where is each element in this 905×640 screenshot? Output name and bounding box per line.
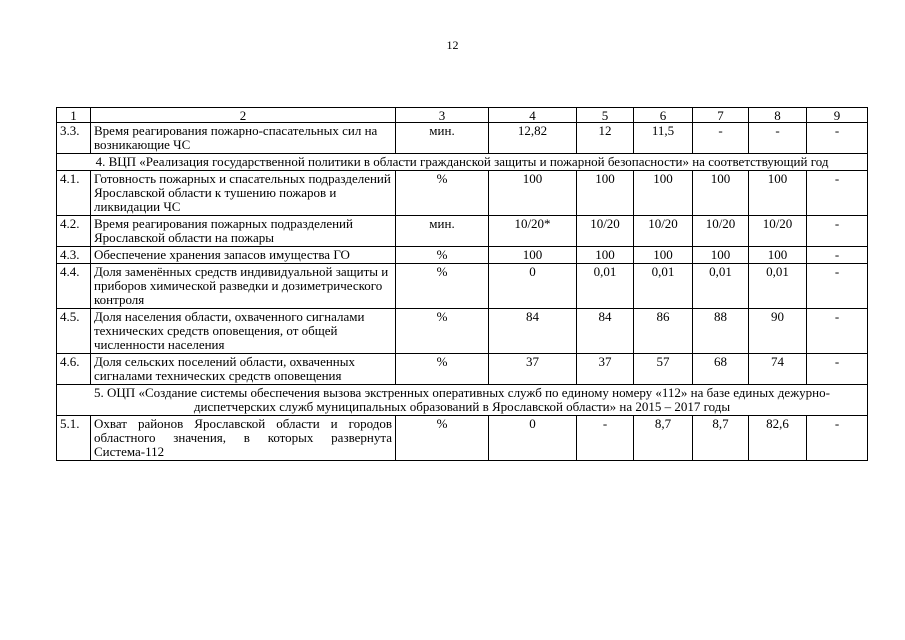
- header-cell: 3: [396, 108, 489, 123]
- row-number: 4.5.: [57, 309, 91, 354]
- value-cell: -: [749, 123, 807, 154]
- value-cell: 10/20: [749, 216, 807, 247]
- value-cell: 0,01: [634, 264, 693, 309]
- value-cell: 11,5: [634, 123, 693, 154]
- table-row: [57, 216, 868, 247]
- indicator-name: Готовность пожарных и спасательных подразделений Ярославской области к тушению пожаров и ликвидации ЧС: [91, 171, 396, 216]
- value-cell: 10/20: [693, 216, 749, 247]
- row-number: 4.4.: [57, 264, 91, 309]
- table-row: [57, 171, 868, 216]
- value-cell: 100: [577, 247, 634, 264]
- value-cell: 10/20: [634, 216, 693, 247]
- table-row: [57, 123, 868, 154]
- unit-cell: %: [396, 247, 489, 264]
- header-cell: 8: [749, 108, 807, 123]
- value-cell: 74: [749, 354, 807, 385]
- value-cell: 100: [749, 247, 807, 264]
- value-cell: 86: [634, 309, 693, 354]
- value-cell: 0,01: [749, 264, 807, 309]
- indicator-name: Доля населения области, охваченного сигналами технических средств оповещения, от общей численности населения: [91, 309, 396, 354]
- value-cell: 10/20: [577, 216, 634, 247]
- unit-cell: %: [396, 416, 489, 461]
- indicator-name: Доля сельских поселений области, охваченных сигналами технических средств оповещения: [91, 354, 396, 385]
- indicator-name: Время реагирования пожарно-спасательных сил на возникающие ЧС: [91, 123, 396, 154]
- header-cell: 2: [91, 108, 396, 123]
- value-cell: -: [807, 247, 868, 264]
- value-cell: -: [807, 416, 868, 461]
- unit-cell: %: [396, 309, 489, 354]
- header-cell: 1: [57, 108, 91, 123]
- row-number: 4.1.: [57, 171, 91, 216]
- unit-cell: %: [396, 264, 489, 309]
- row-number: 4.6.: [57, 354, 91, 385]
- value-cell: 8,7: [634, 416, 693, 461]
- value-cell: 100: [749, 171, 807, 216]
- header-cell: 7: [693, 108, 749, 123]
- value-cell: 100: [634, 247, 693, 264]
- value-cell: -: [807, 264, 868, 309]
- row-number: 3.3.: [57, 123, 91, 154]
- value-cell: 90: [749, 309, 807, 354]
- value-cell: -: [807, 354, 868, 385]
- table-header-row: [57, 108, 868, 123]
- table-row: [57, 354, 868, 385]
- value-cell: 12,82: [489, 123, 577, 154]
- value-cell: 88: [693, 309, 749, 354]
- section-title: 4. ВЦП «Реализация государственной политики в области гражданской защиты и пожарной безопасности» на соответствующий год: [57, 154, 868, 171]
- value-cell: -: [807, 309, 868, 354]
- value-cell: 82,6: [749, 416, 807, 461]
- table-row: [57, 309, 868, 354]
- unit-cell: %: [396, 171, 489, 216]
- header-cell: 4: [489, 108, 577, 123]
- value-cell: 0,01: [577, 264, 634, 309]
- section-row: [57, 154, 868, 171]
- value-cell: 10/20*: [489, 216, 577, 247]
- section-title: 5. ОЦП «Создание системы обеспечения вызова экстренных оперативных служб по единому номеру «112» на базе единых дежурно-диспетчерских служб муниципальных образований в Ярославской области» на 2015 – 2017 годы: [57, 385, 868, 416]
- value-cell: 8,7: [693, 416, 749, 461]
- value-cell: 0: [489, 264, 577, 309]
- value-cell: -: [807, 216, 868, 247]
- value-cell: -: [807, 171, 868, 216]
- indicator-name: Доля заменённых средств индивидуальной защиты и приборов химической разведки и дозиметрического контроля: [91, 264, 396, 309]
- row-number: 5.1.: [57, 416, 91, 461]
- value-cell: 37: [577, 354, 634, 385]
- value-cell: 100: [693, 247, 749, 264]
- value-cell: 100: [577, 171, 634, 216]
- value-cell: 68: [693, 354, 749, 385]
- table-row: [57, 247, 868, 264]
- unit-cell: мин.: [396, 123, 489, 154]
- value-cell: 84: [577, 309, 634, 354]
- header-cell: 9: [807, 108, 868, 123]
- value-cell: -: [693, 123, 749, 154]
- page-number: 12: [446, 38, 459, 52]
- value-cell: 0,01: [693, 264, 749, 309]
- value-cell: 84: [489, 309, 577, 354]
- indicator-name: Обеспечение хранения запасов имущества ГО: [91, 247, 396, 264]
- value-cell: 37: [489, 354, 577, 385]
- header-cell: 6: [634, 108, 693, 123]
- unit-cell: %: [396, 354, 489, 385]
- section-row: [57, 385, 868, 416]
- value-cell: -: [577, 416, 634, 461]
- indicator-name: Охват районов Ярославской области и городов областного значения, в которых развернута Система-112: [91, 416, 396, 461]
- value-cell: -: [807, 123, 868, 154]
- table-row: [57, 416, 868, 461]
- indicators-table: [56, 107, 868, 461]
- value-cell: 12: [577, 123, 634, 154]
- value-cell: 100: [489, 171, 577, 216]
- indicator-name: Время реагирования пожарных подразделений Ярославской области на пожары: [91, 216, 396, 247]
- header-cell: 5: [577, 108, 634, 123]
- value-cell: 100: [693, 171, 749, 216]
- unit-cell: мин.: [396, 216, 489, 247]
- value-cell: 0: [489, 416, 577, 461]
- row-number: 4.2.: [57, 216, 91, 247]
- value-cell: 100: [634, 171, 693, 216]
- row-number: 4.3.: [57, 247, 91, 264]
- table-row: [57, 264, 868, 309]
- value-cell: 57: [634, 354, 693, 385]
- value-cell: 100: [489, 247, 577, 264]
